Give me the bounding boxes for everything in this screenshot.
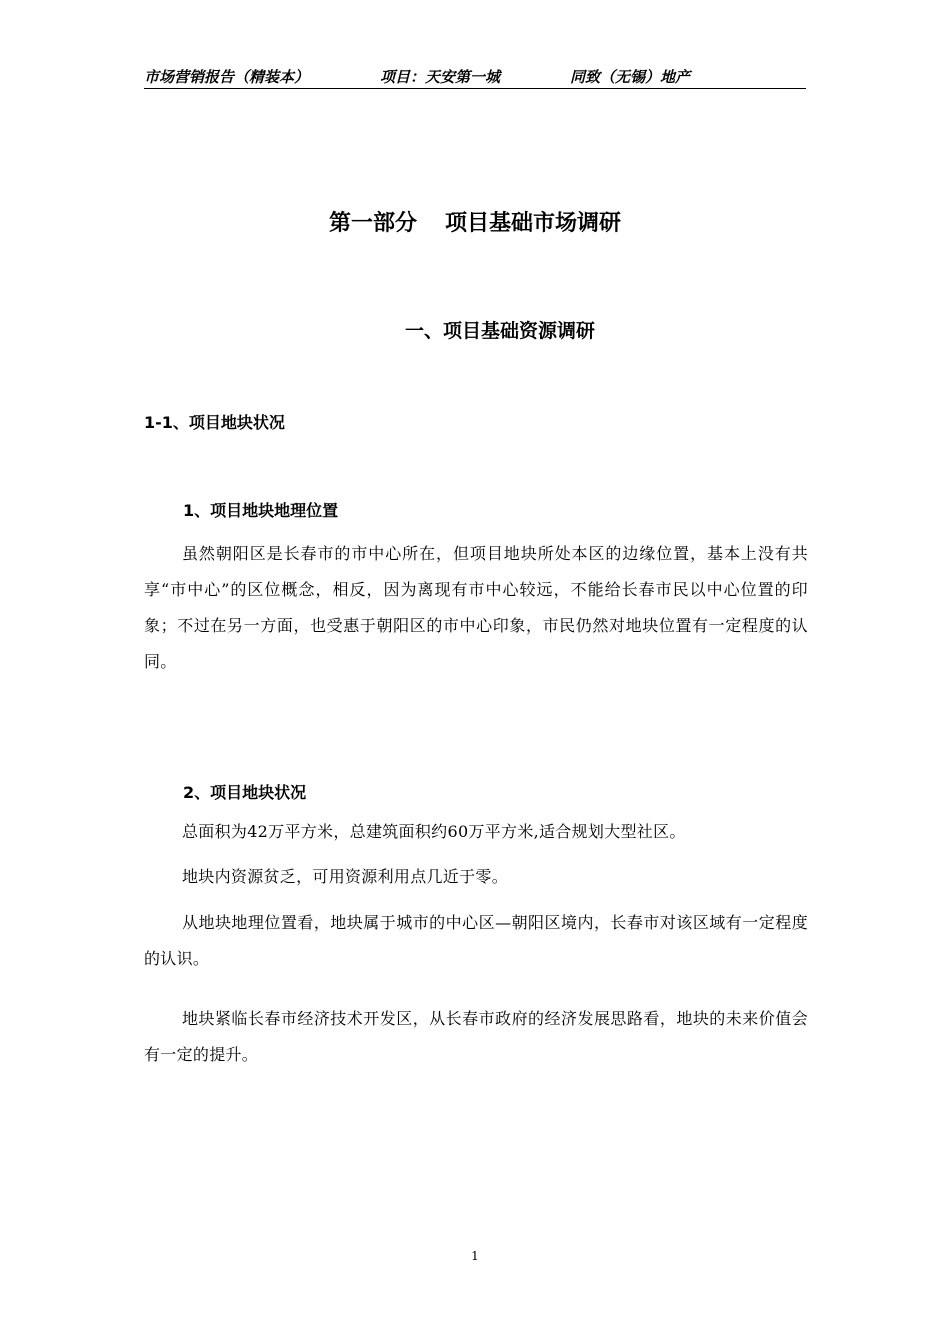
subsection-title: 1-1、项目地块状况 xyxy=(144,413,285,432)
paragraph-area: 总面积为42万平方米，总建筑面积约60万平方米,适合规划大型社区。 xyxy=(182,822,686,841)
paragraph-resources: 地块内资源贫乏，可用资源利用点几近于零。 xyxy=(182,867,509,886)
section-title xyxy=(0,316,950,346)
part-name: 项目基础市场调研 xyxy=(445,211,622,236)
paragraph-location: 虽然朝阳区是长春市的市中心所在，但项目地块所处本区的边缘位置，基本上没有共享“市中心”的区位概念，相反，因为离现有市中心较远，不能给长春市民以中心位置的印象；不过在另一方面，也受惠于朝阳区的市中心印象，市民仍然对地块位置有一定程度的认同。 xyxy=(144,544,808,671)
page-number: 1 xyxy=(471,1249,479,1263)
paragraph-future-value: 地块紧临长春市经济技术开发区，从长春市政府的经济发展思路看，地块的未来价值会有一定的提升。 xyxy=(144,1009,808,1064)
part-label: 第一部分 xyxy=(328,211,417,236)
header-report-title: 市场营销报告（精装本） xyxy=(144,68,310,86)
item-title-location: 1、项目地块地理位置 xyxy=(183,501,339,520)
paragraph-district: 从地块地理位置看，地块属于城市的中心区—朝阳区境内，长春市对该区域有一定程度的认识。 xyxy=(144,913,808,968)
page-header xyxy=(144,66,806,89)
header-project-name: 项目：天安第一城 xyxy=(380,68,501,86)
item-title-status: 2、项目地块状况 xyxy=(183,783,307,802)
header-company-name: 同致（无锡）地产 xyxy=(570,68,691,86)
section-title-text: 一、项目基础资源调研 xyxy=(404,320,595,342)
part-title xyxy=(0,208,950,240)
